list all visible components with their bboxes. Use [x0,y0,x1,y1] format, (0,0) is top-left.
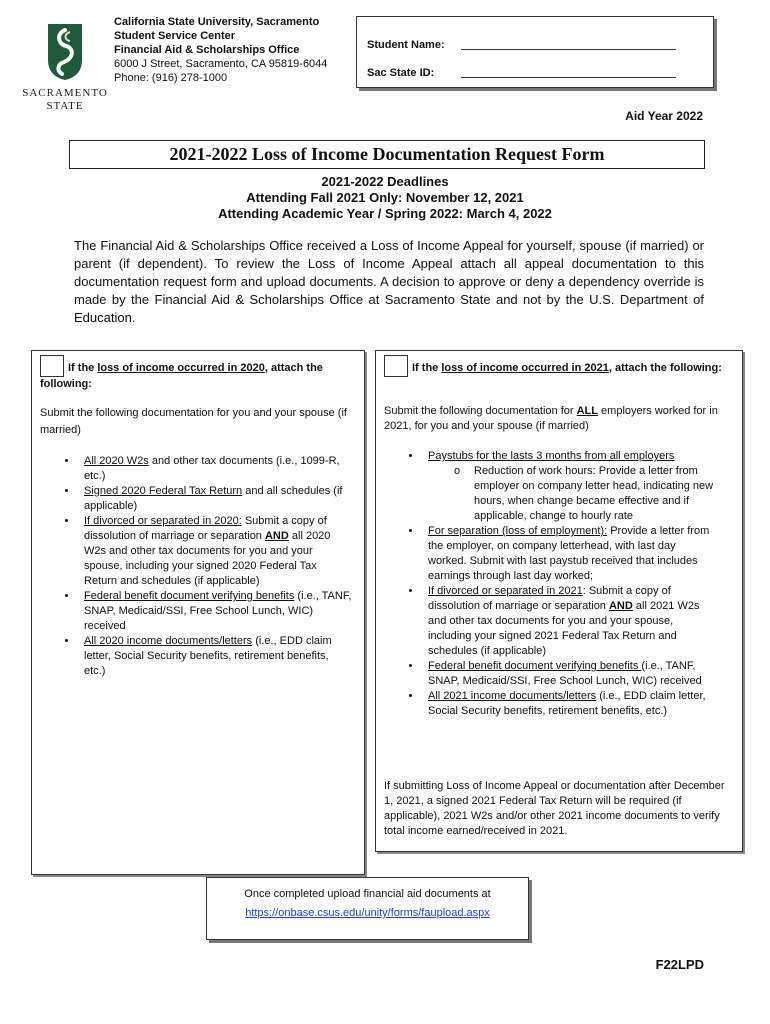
list-item [422,689,714,719]
item-text: Submit a copy of dissolution of marriage or separation [84,515,327,542]
sac-state-id-row [367,67,434,79]
item-text: : Submit a copy of dissolution of marriage or separation [428,585,671,612]
checkbox-2021[interactable] [384,355,408,377]
address-line: Phone: (916) 278-1000 [114,72,228,84]
item-text: (i.e., EDD claim letter, Social Security benefits, retirement benefits, etc.) [428,690,706,717]
item-title: Federal benefit document verifying benefits [84,590,295,602]
student-name-field[interactable] [461,49,676,50]
hdr-underlined: loss of income occurred in 2020 [97,362,265,374]
circle-bullet-icon: o [454,465,461,477]
hdr-text: , attach the following: [40,362,323,390]
item-title: If divorced or separated in 2020: [84,515,242,527]
upload-text: Once completed upload financial aid documents at [244,888,491,900]
sac-state-id-label: Sac State ID: [367,67,435,79]
hdr-text: , attach the following: [608,362,722,374]
item-title: Signed 2020 Federal Tax Return [84,485,243,497]
student-info-box [356,16,714,88]
hdr-text: If the [68,362,98,374]
logo-line-2: STATE [46,100,84,112]
deadline-spring: Attending Academic Year / Spring 2022: March 4, 2022 [218,206,552,221]
item-text: all 2020 W2s and other tax documents for you and your spouse, including your signed 2020 Federal Tax Return and schedules (if applicable) [84,530,331,587]
item-title: If divorced or separated in 2021 [428,585,583,597]
column-2020-intro: Submit the following documentation for you and your spouse (if married) [40,407,347,436]
address-line: Financial Aid & Scholarships Office [114,44,300,56]
list-item [422,659,714,689]
item-text: and other tax documents (i.e., 1099-R, etc.) [84,455,340,482]
intro-paragraph: The Financial Aid & Scholarships Office received a Loss of Income Appeal for yourself, spouse (if married) or parent (if dependent). To review the Loss of Income Appeal attach all appeal documentation to this documentation request form and upload documents. A decision to approve or deny a dependency override is made by the Financial Aid & Scholarships Office at Sacramento State and not by the U.S. Department of Education. [74,238,704,325]
deadlines-heading: 2021-2022 Deadlines [321,174,449,189]
hdr-text: If the [412,362,442,374]
item-bold: AND [608,600,633,612]
sub-item [454,464,714,524]
item-title: Paystubs for the lasts 3 months from all employers [428,450,675,462]
item-text: (i.e., TANF, SNAP, Medicaid/SSI, Free School Lunch, WIC) received [84,590,352,632]
list-item [78,514,352,589]
hornet-emblem-icon [18,20,112,82]
list-item [422,449,714,524]
item-title: For separation (loss of employment): [428,525,608,537]
column-2020-header [40,355,356,392]
column-2020-list [32,454,352,679]
item-title: All 2020 W2s [84,455,149,467]
student-name-label: Student Name: [367,39,445,51]
deadline-fall: Attending Fall 2021 Only: November 12, 2021 [246,190,524,205]
intro-text: employers worked for in 2021, for you and your spouse (if married) [384,405,718,432]
item-title: All 2020 income documents/letters [84,635,253,647]
hdr-underlined: loss of income occurred in 2021 [441,362,609,374]
form-title: 2021-2022 Loss of Income Documentation Request Form [69,140,705,169]
logo-line-1: SACRAMENTO [22,87,108,99]
sacramento-state-logo [18,20,112,110]
item-title: Federal benefit document verifying benefits [428,660,642,672]
form-code: F22LPD [655,957,704,972]
list-item [78,454,352,484]
list-item [422,524,714,584]
item-text: Provide a letter from the employer, on company letterhead, with last day worked. Submit with last paystub received that includes earnings through last day worked; [428,525,710,582]
aid-year: Aid Year 2022 [625,109,703,123]
student-name-row [367,39,445,51]
office-address [114,15,327,85]
upload-box [206,877,529,940]
address-line: California State University, Sacramento [114,16,320,28]
list-item [78,634,352,679]
item-title: All 2021 income documents/letters [428,690,597,702]
column-2021-list [376,449,714,719]
column-2021-header [384,355,732,377]
intro-all: ALL [576,405,598,417]
intro-text: Submit the following documentation for [384,405,577,417]
column-2020 [31,350,365,875]
item-text: (i.e., TANF, SNAP, Medicaid/SSI, Free School Lunch, WIC) received [428,660,702,687]
address-line: Student Service Center [114,30,236,42]
late-submission-note: If submitting Loss of Income Appeal or documentation after December 1, 2021, a signed 2021 Federal Tax Return will be required (if applicable), 2021 W2s and/or other 2021 income documents to verify total income earned/received in 2021. [384,780,725,837]
list-item [422,584,714,659]
sub-list [428,464,714,524]
list-item [78,484,352,514]
list-item [78,589,352,634]
column-2021-intro [384,404,724,434]
item-text: and all schedules (if applicable) [84,485,343,512]
logo-name [18,87,112,113]
deadlines [0,174,770,222]
item-text: all 2021 W2s and other tax documents for you and your spouse, including your signed 2021 Federal Tax Return and schedules (if applicable) [428,600,700,657]
column-2021 [375,350,743,852]
upload-link[interactable]: https://onbase.csus.edu/unity/forms/faupload.aspx [245,907,490,919]
checkbox-2020[interactable] [40,355,64,377]
item-bold: AND [264,530,289,542]
item-text: (i.e., EDD claim letter, Social Security benefits, retirement benefits, etc.) [84,635,332,677]
address-line: 6000 J Street, Sacramento, CA 95819-6044 [114,58,328,70]
sub-item-text: Reduction of work hours: Provide a letter from employer on company letter head, indicating new hours, when change became effective and if applicable, change to hourly rate [474,465,714,522]
sac-state-id-field[interactable] [461,77,676,78]
